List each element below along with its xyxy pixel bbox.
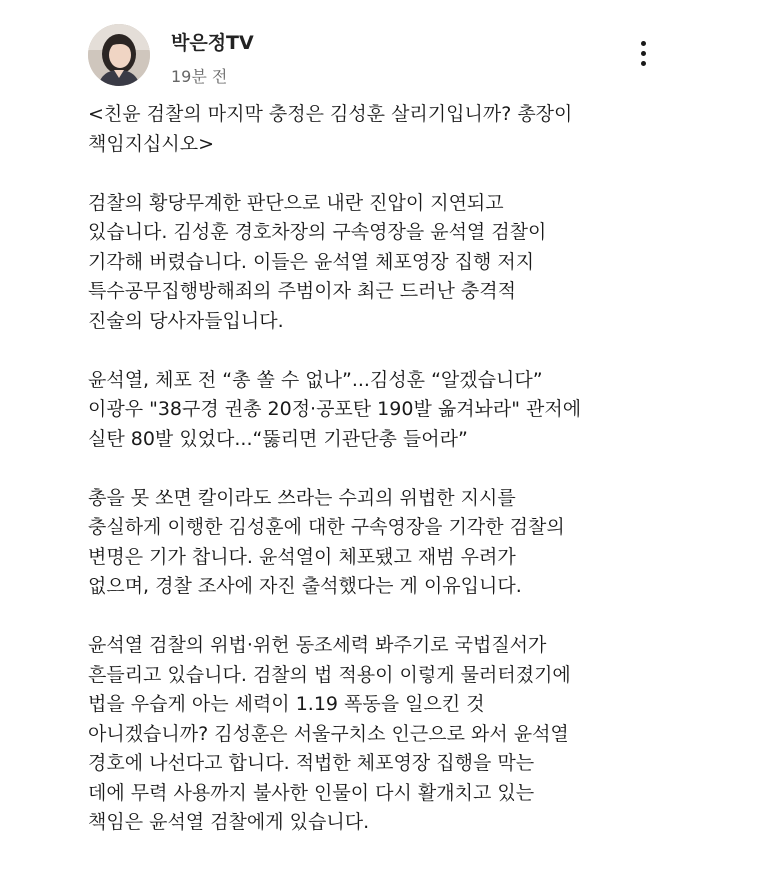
post-text-line: 검찰의 황당무계한 판단으로 내란 진압이 지연되고	[88, 191, 504, 214]
post-text-line: 책임지십시오>	[88, 132, 215, 155]
post-header	[88, 24, 668, 88]
post-paragraph	[88, 366, 728, 455]
post-body	[88, 100, 728, 838]
post-text-line: 윤석열 검찰의 위법·위헌 동조세력 봐주기로 국법질서가	[88, 634, 547, 656]
post-text-line: 기각해 버렸습니다. 이들은 윤석열 체포영장 집행 저지	[88, 250, 535, 273]
post-text-line: 진술의 당사자들입니다.	[88, 309, 284, 332]
post-text-line: 책임은 윤석열 검찰에게 있습니다.	[88, 811, 370, 833]
post-paragraph	[88, 189, 728, 337]
post-text-line: <친윤 검찰의 마지막 충정은 김성훈 살리기입니까? 총장이	[88, 103, 573, 125]
post-text-line: 있습니다. 김성훈 경호차장의 구속영장을 윤석열 검찰이	[88, 221, 547, 243]
channel-name[interactable]: 박은정TV	[171, 32, 254, 54]
more-options-button[interactable]	[632, 38, 656, 70]
post-text-line: 변명은 기가 찹니다. 윤석열이 체포됐고 재범 우려가	[88, 545, 516, 568]
avatar-portrait-icon	[88, 24, 150, 86]
post-paragraph	[88, 631, 728, 838]
post-text-line: 경호에 나선다고 합니다. 적법한 체포영장 집행을 막는	[88, 752, 535, 774]
post-timestamp: 19분 전	[171, 67, 228, 86]
post-text-line: 윤석열, 체포 전 “총 쏠 수 없나”...김성훈 “알겠습니다”	[88, 368, 543, 391]
post-paragraph	[88, 100, 728, 159]
avatar[interactable]	[88, 24, 150, 86]
post-text-line: 없으며, 경찰 조사에 자진 출석했다는 게 이유입니다.	[88, 575, 522, 597]
post-text-line: 총을 못 쏘면 칼이라도 쓰라는 수괴의 위법한 지시를	[88, 486, 516, 509]
post-text-line: 흔들리고 있습니다. 검찰의 법 적용이 이렇게 물러터졌기에	[88, 663, 571, 686]
post-text-line: 이광우 "38구경 권총 20정·공포탄 190발 옮겨놔라" 관저에	[88, 398, 582, 420]
post-text-line: 아니겠습니까? 김성훈은 서울구치소 인근으로 와서 윤석열	[88, 722, 569, 745]
post-text-line: 실탄 80발 있었다...“뚫리면 기관단총 들어라”	[88, 427, 468, 450]
post-text-line: 특수공무집행방해죄의 주범이자 최근 드러난 충격적	[88, 280, 516, 302]
post-text-line: 데에 무력 사용까지 불사한 인물이 다시 활개치고 있는	[88, 781, 535, 804]
post-text-line: 법을 우습게 아는 세력이 1.19 폭동을 일으킨 것	[88, 693, 485, 715]
post-text-line: 충실하게 이행한 김성훈에 대한 구속영장을 기각한 검찰의	[88, 516, 565, 538]
post-paragraph	[88, 484, 728, 602]
